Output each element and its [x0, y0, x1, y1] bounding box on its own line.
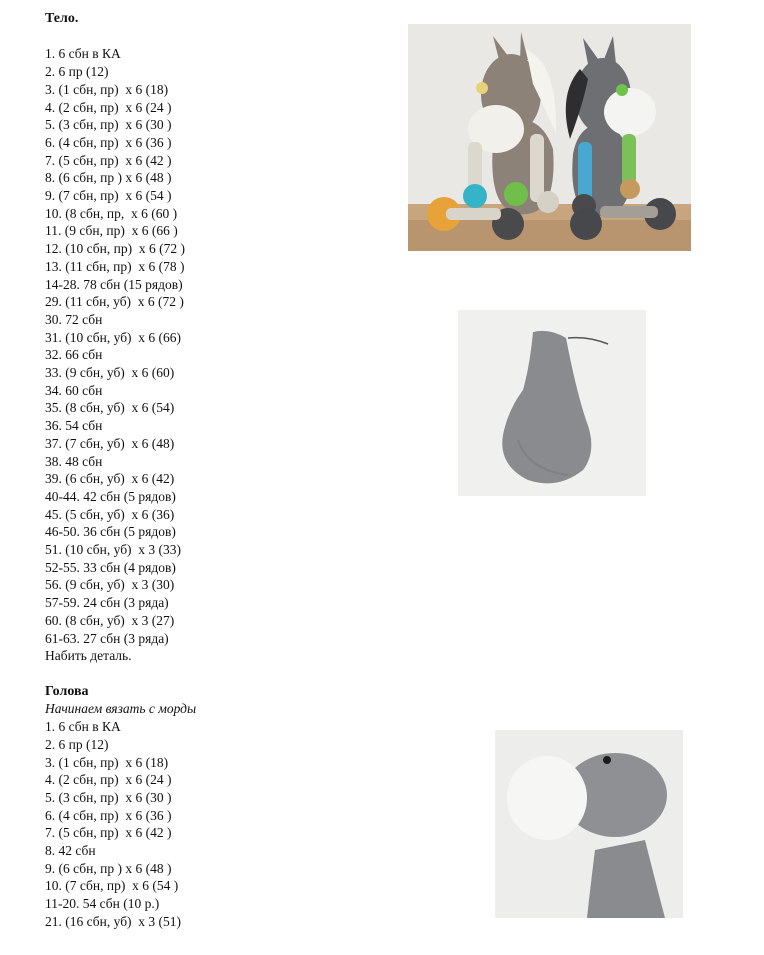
- pattern-row: 39. (6 сбн, уб) х 6 (42): [45, 471, 175, 487]
- pattern-row: 37. (7 сбн, уб) х 6 (48): [45, 435, 175, 451]
- pattern-row: 1. 6 сбн в КА: [45, 46, 121, 62]
- pattern-row: 4. (2 сбн, пр) х 6 (24 ): [45, 99, 172, 115]
- pattern-row: 52-55. 33 сбн (4 рядов): [45, 559, 176, 575]
- spacer: [45, 28, 385, 46]
- pattern-row: 57-59. 24 сбн (3 ряда): [45, 595, 169, 611]
- pattern-row: 6. (4 сбн, пр) х 6 (36 ): [45, 134, 172, 150]
- pattern-row: 61-63. 27 сбн (3 ряда): [45, 630, 169, 646]
- pattern-row: 33. (9 сбн, уб) х 6 (60): [45, 365, 175, 381]
- pattern-row: 8. (6 сбн, пр ) х 6 (48 ): [45, 170, 172, 186]
- pattern-row: 11. (9 сбн, пр) х 6 (66 ): [45, 223, 178, 239]
- pattern-row: 2. 6 пр (12): [45, 736, 109, 752]
- pattern-row: 8. 42 сбн: [45, 843, 96, 859]
- pattern-row: 38. 48 сбн: [45, 453, 103, 469]
- pattern-row: 56. (9 сбн, уб) х 3 (30): [45, 577, 175, 593]
- pattern-row: 5. (3 сбн, пр) х 6 (30 ): [45, 789, 172, 805]
- gray-crocheted-body-photo: [458, 310, 646, 496]
- pattern-row: 6. (4 сбн, пр) х 6 (36 ): [45, 807, 172, 823]
- pattern-row: 34. 60 сбн: [45, 382, 103, 398]
- pattern-row: 21. (16 сбн, уб) х 3 (51): [45, 913, 182, 929]
- pattern-row: 7. (5 сбн, пр) х 6 (42 ): [45, 825, 172, 841]
- head-rows-list: [45, 718, 385, 930]
- pattern-row: 7. (5 сбн, пр) х 6 (42 ): [45, 152, 172, 168]
- body-section-title: Тело.: [45, 11, 79, 26]
- pattern-row: 3. (1 сбн, пр) х 6 (18): [45, 754, 169, 770]
- pattern-text-column: [45, 10, 385, 931]
- pattern-row: 51. (10 сбн, уб) х 3 (33): [45, 542, 182, 558]
- head-section-title: Голова: [45, 683, 89, 699]
- pattern-row: 10. (8 сбн, пр, х 6 (60 ): [45, 205, 178, 221]
- pattern-row: 60. (8 сбн, уб) х 3 (27): [45, 612, 175, 628]
- pattern-row: 9. (6 сбн, пр ) х 6 (48 ): [45, 860, 172, 876]
- pattern-row: 30. 72 сбн: [45, 311, 103, 327]
- pattern-row: 2. 6 пр (12): [45, 64, 109, 80]
- crocheted-head-on-body-photo: [495, 730, 683, 918]
- pattern-row: 10. (7 сбн, пр) х 6 (54 ): [45, 878, 179, 894]
- pattern-row: 1. 6 сбн в КА: [45, 719, 121, 735]
- pattern-row: 46-50. 36 сбн (5 рядов): [45, 524, 176, 540]
- pattern-row: 12. (10 сбн, пр) х 6 (72 ): [45, 241, 185, 257]
- head-section-subtitle: Начинаем вязать с морды: [45, 701, 197, 717]
- spacer: [45, 665, 385, 683]
- pattern-row: 45. (5 сбн, уб) х 6 (36): [45, 506, 175, 522]
- pattern-row: 4. (2 сбн, пр) х 6 (24 ): [45, 772, 172, 788]
- body-rows-list: [45, 45, 385, 665]
- pattern-row: 3. (1 сбн, пр) х 6 (18): [45, 81, 169, 97]
- pattern-row: 29. (11 сбн, уб) х 6 (72 ): [45, 294, 184, 310]
- pattern-row: 35. (8 сбн, уб) х 6 (54): [45, 400, 175, 416]
- pattern-row: 13. (11 сбн, пр) х 6 (78 ): [45, 258, 185, 274]
- pattern-row: 31. (10 сбн, уб) х 6 (66): [45, 329, 182, 345]
- pattern-row: Набить деталь.: [45, 648, 132, 664]
- pattern-row: 5. (3 сбн, пр) х 6 (30 ): [45, 117, 172, 133]
- pattern-row: 9. (7 сбн, пр) х 6 (54 ): [45, 188, 172, 204]
- pattern-row: 14-28. 78 сбн (15 рядов): [45, 276, 183, 292]
- two-crochet-horses-photo: [408, 24, 691, 251]
- pattern-row: 11-20. 54 сбн (10 р.): [45, 896, 160, 912]
- pattern-row: 32. 66 сбн: [45, 347, 103, 363]
- pattern-row: 40-44. 42 сбн (5 рядов): [45, 488, 176, 504]
- pattern-row: 36. 54 сбн: [45, 418, 103, 434]
